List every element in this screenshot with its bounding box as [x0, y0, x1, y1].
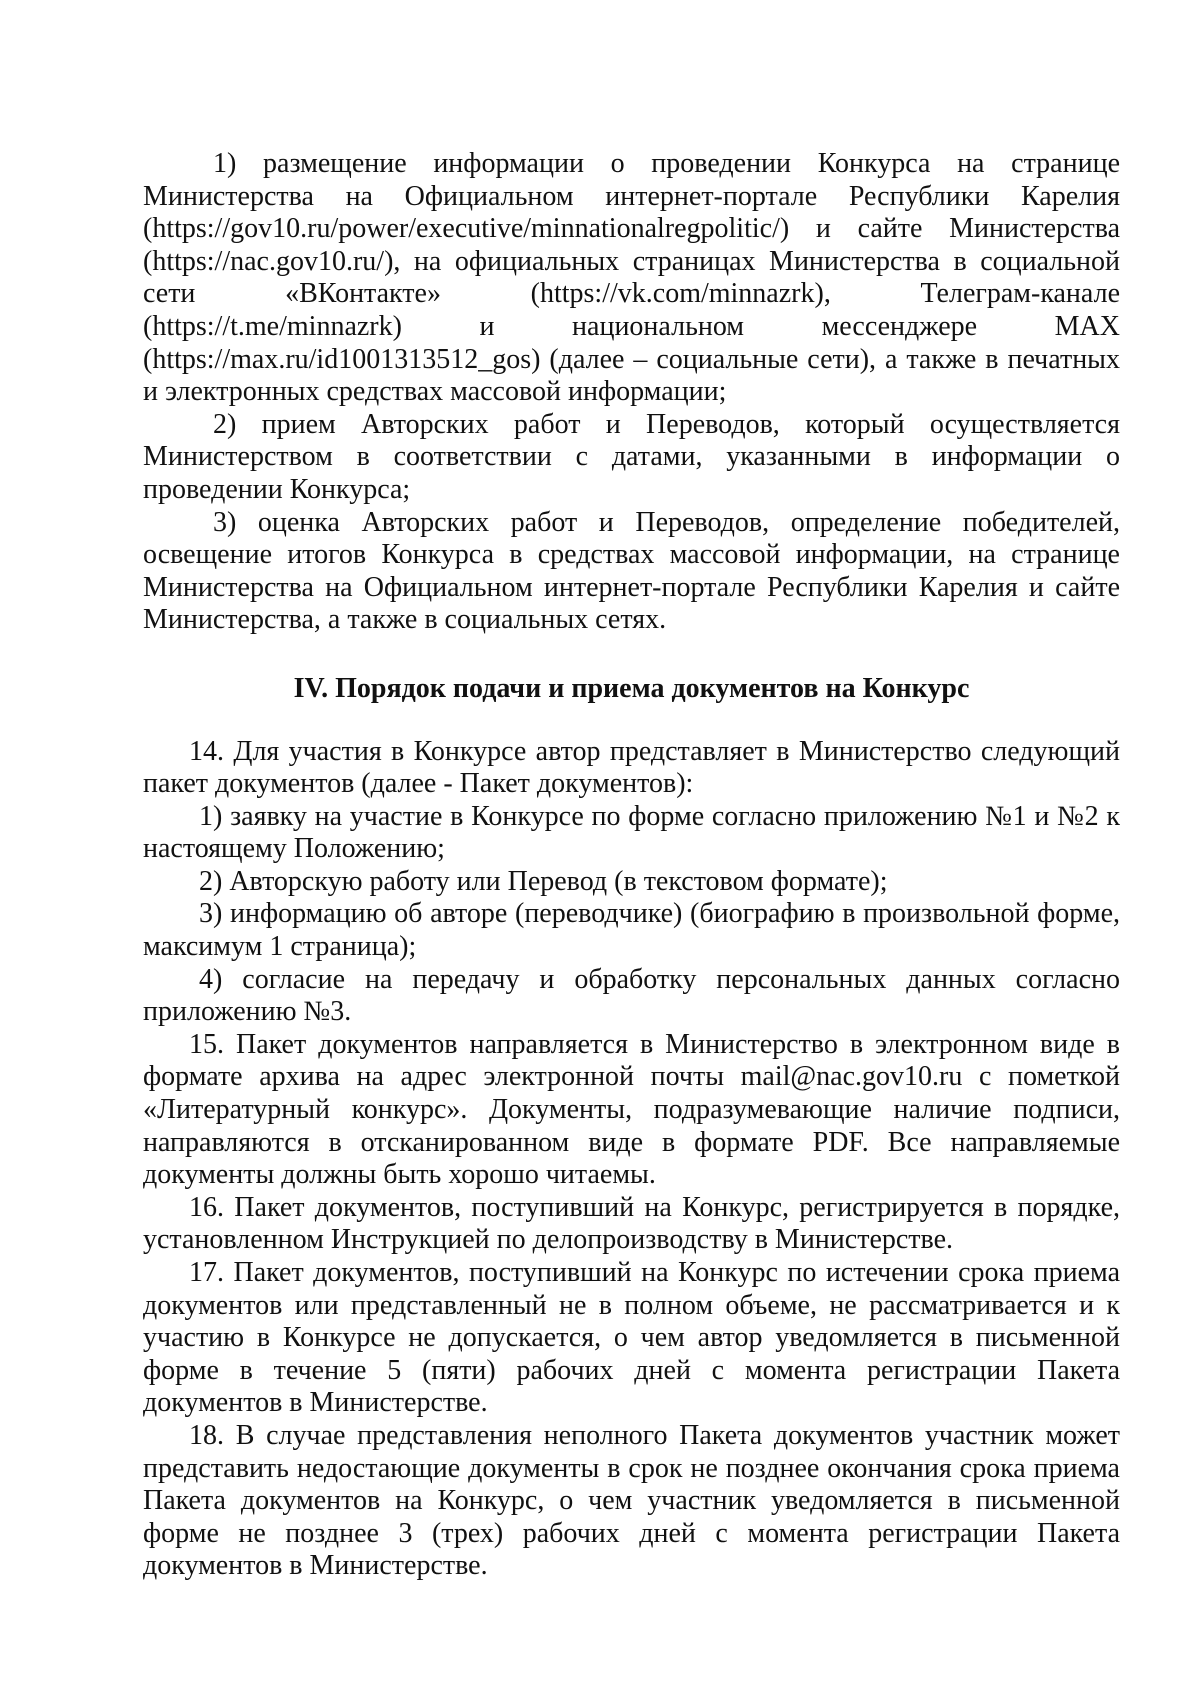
clause-14-item-4: 4) согласие на передачу и обработку персональных данных согласно приложению №3. — [143, 963, 1120, 1028]
document-page — [143, 148, 1120, 1583]
clause-15: 15. Пакет документов направляется в Министерство в электронном виде в формате архива на адрес электронной почты mail@nac.gov10.ru с пометкой «Литературный конкурс». Документы, подразумевающие наличие подписи, направляются в отсканированном виде в формате PDF. Все направляемые документы должны быть хорошо читаемы. — [143, 1028, 1120, 1191]
clause-14-item-3: 3) информацию об авторе (переводчике) (биографию в произвольной форме, максимум 1 страница); — [143, 898, 1120, 963]
clause-16: 16. Пакет документов, поступивший на Конкурс, регистрируется в порядке, установленном Инструкцией по делопроизводству в Министерстве. — [143, 1191, 1120, 1256]
clause-14-item-1: 1) заявку на участие в Конкурсе по форме согласно приложению №1 и №2 к настоящему Положению; — [143, 800, 1120, 865]
clause-18: 18. В случае представления неполного Пакета документов участник может представить недостающие документы в срок не позднее окончания срока приема Пакета документов на Конкурс, о чем участник уведомляется в письменной форме не позднее 3 (трех) рабочих дней с момента регистрации Пакета документов в Министерстве. — [143, 1419, 1120, 1582]
intro-item-1: 1) размещение информации о проведении Конкурса на странице Министерства на Официальном интернет-портале Республики Карелия (https://gov10.ru/power/executive/minnationalregpolitic/) и сайте Министерства (https://nac.gov10.ru/), на официальных страницах Министерства в социальной сети «ВКонтакте» (https://vk.com/minnazrk), Телеграм-канале (https://t.me/minnazrk) и национальном мессенджере MAX (https://max.ru/id1001313512_gos) (далее – социальные сети), а также в печатных и электронных средствах массовой информации; — [143, 148, 1120, 408]
clause-14: 14. Для участия в Конкурсе автор представляет в Министерство следующий пакет документов (далее - Пакет документов): — [143, 735, 1120, 800]
intro-item-2: 2) прием Авторских работ и Переводов, который осуществляется Министерством в соответствии с датами, указанными в информации о проведении Конкурса; — [143, 408, 1120, 505]
clause-17: 17. Пакет документов, поступивший на Конкурс по истечении срока приема документов или представленный не в полном объеме, не рассматривается и к участию в Конкурсе не допускается, о чем автор уведомляется в письменной форме в течение 5 (пяти) рабочих дней с момента регистрации Пакета документов в Министерстве. — [143, 1257, 1120, 1419]
clause-14-item-2: 2) Авторскую работу или Перевод (в текстовом формате); — [199, 865, 888, 897]
intro-item-3: 3) оценка Авторских работ и Переводов, определение победителей, освещение итогов Конкурса в средствах массовой информации, на странице Министерства на Официальном интернет-портале Республики Карелия и сайте Министерства, а также в социальных сетях. — [143, 506, 1120, 636]
section-heading: IV. Порядок подачи и приема документов на Конкурс — [293, 672, 970, 704]
